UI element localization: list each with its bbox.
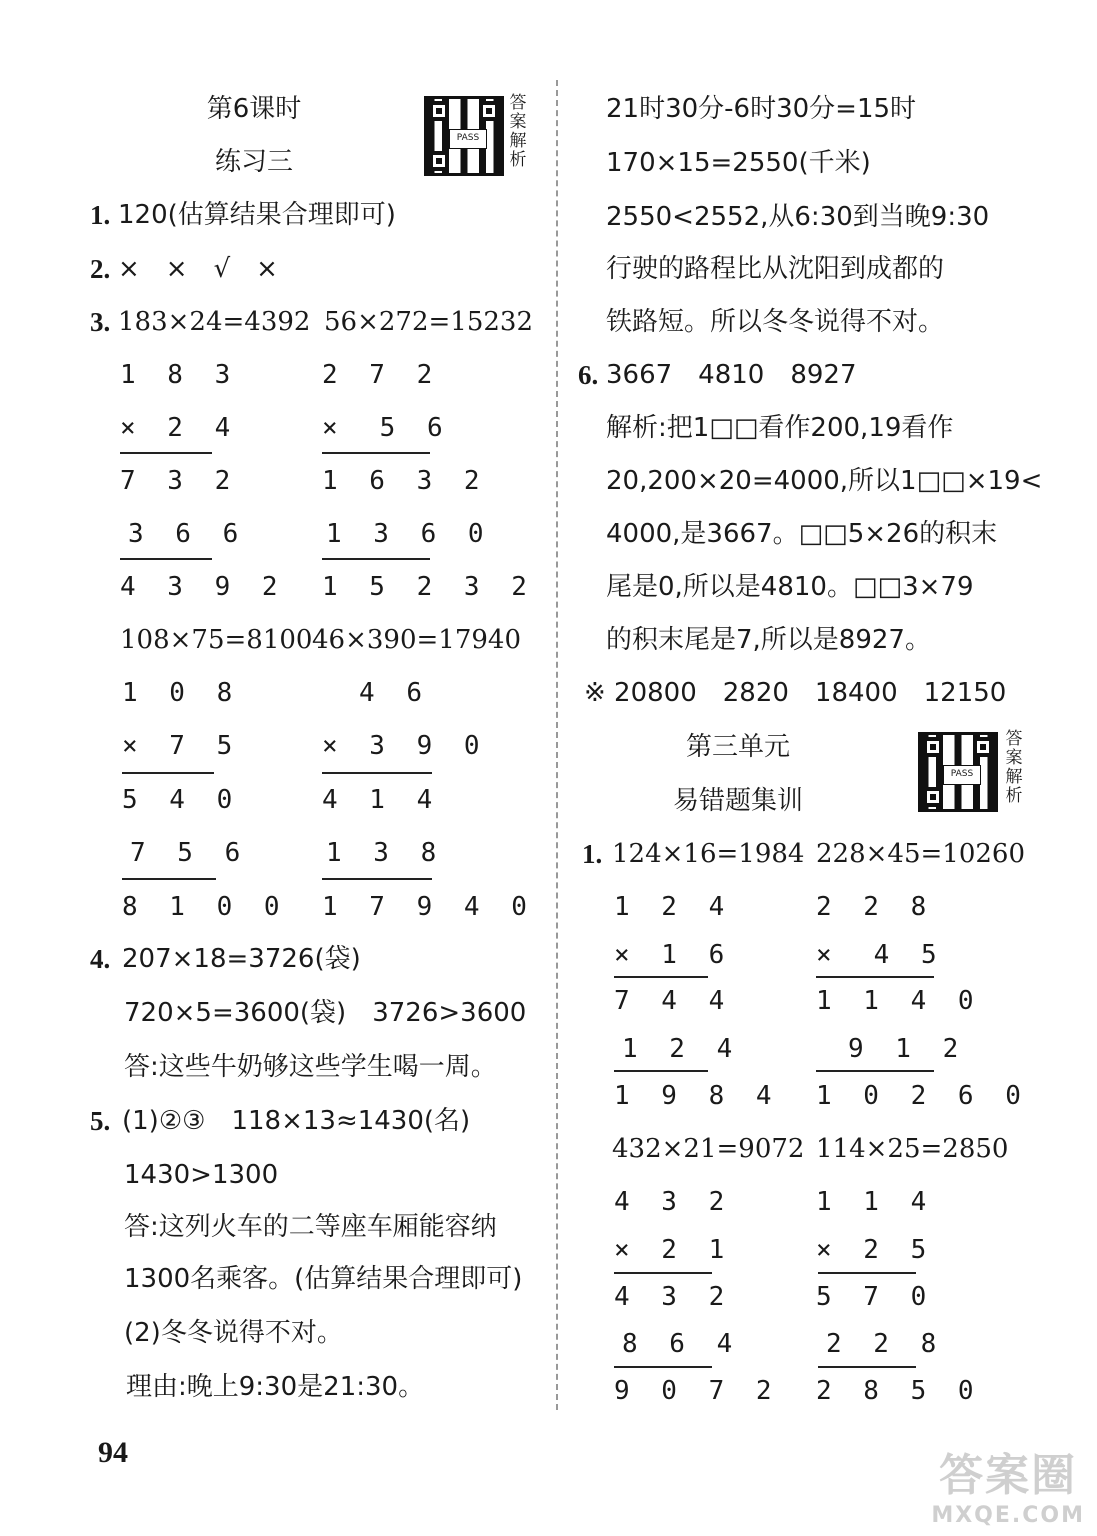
- equation: 56×272=15232: [324, 307, 533, 337]
- unit-heading: 第三单元: [685, 732, 791, 762]
- equation: 432×21=9072: [612, 1134, 805, 1164]
- column-divider: [556, 80, 558, 1410]
- equation: 124×16=1984: [612, 839, 805, 869]
- page-number: 94: [98, 1436, 128, 1469]
- lesson-number: 第6课时: [206, 94, 302, 124]
- qr-code-unit[interactable]: PASS: [918, 732, 998, 812]
- answer-page: 第6课时 练习三 PASS 答 案 解 析 1. 120(估算结果合理即可) 2. × × √ × 3. 183×24=4392 56×272=15232 1 8 3 × 2 4 7 3 2 3 6 6 4 3 9 2 2 7 2 × 5 6 1 6 3 2 1 3 6 0 1 5 2 3 2 108×75=8100 46×390=17940 1 0 8 × 7 5 5 4 0 7 5 6 8 1 0 0 4 6 × 3 9 0 4 1 4 1 3 8 1 7 9 4 0 4. 207×18=3726(袋) 720×5=3600(袋) 3726>3600 答:这些牛奶够这些学生喝一周。 5. (1)②③ 118×13≈1430(名) 1430>1300 答:这列火车的二等座车厢能容纳 1300名乘客。(估算结果合理即可) (2)冬冬说得不对。 理由:晚上9:30是21:30。 21时30分-6时30分=15时 170×15=2550(千米) 2550<2552,从6:30到当晚9:30 行驶的路程比从沈阳到成都的 铁路短。所以冬冬说得不对。 6. 3667 4810 8927 解析:把1□□看作200,19看作 20,200×20=4000,所以1□□×19< 4000,是3667。□□5×26的积末 尾是0,所以是4810。□□3×79 的积末尾是7,所以是8927。 ※ 20800 2820 18400 12150 第三单元 易错题集训 PASS 答 案 解 析 1. 124×16=1984 228×45=10260 1 2 4 × 1 6 7 4 4 1 2 4 1 9 8 4 2 2 8 × 4 5 1 1 4 0 9 1 2 1 0 2 6 0 432×21=9072 114×25=2850 4 3 2 × 2 1 4 3 2 8 6 4 9 0 7 2 1 1 4 × 2 5 5 7 0 2 2 8 2 8 5 0 94 答案圈 MXQE.COM: [0, 0, 1097, 1536]
- extra-answers: ※ 20800 2820 18400 12150: [584, 678, 1007, 708]
- unit-title: 易错题集训: [672, 786, 804, 816]
- equation: 114×25=2850: [816, 1134, 1009, 1164]
- qr-code-lesson[interactable]: PASS: [424, 96, 504, 176]
- equation: 183×24=4392: [118, 307, 311, 337]
- equation: 228×45=10260: [816, 839, 1025, 869]
- equation: 46×390=17940: [312, 625, 521, 655]
- lesson-title: 练习三: [214, 147, 294, 177]
- watermark-logo: 答案圈 MXQE.COM: [931, 1450, 1085, 1528]
- equation: 108×75=8100: [120, 625, 313, 655]
